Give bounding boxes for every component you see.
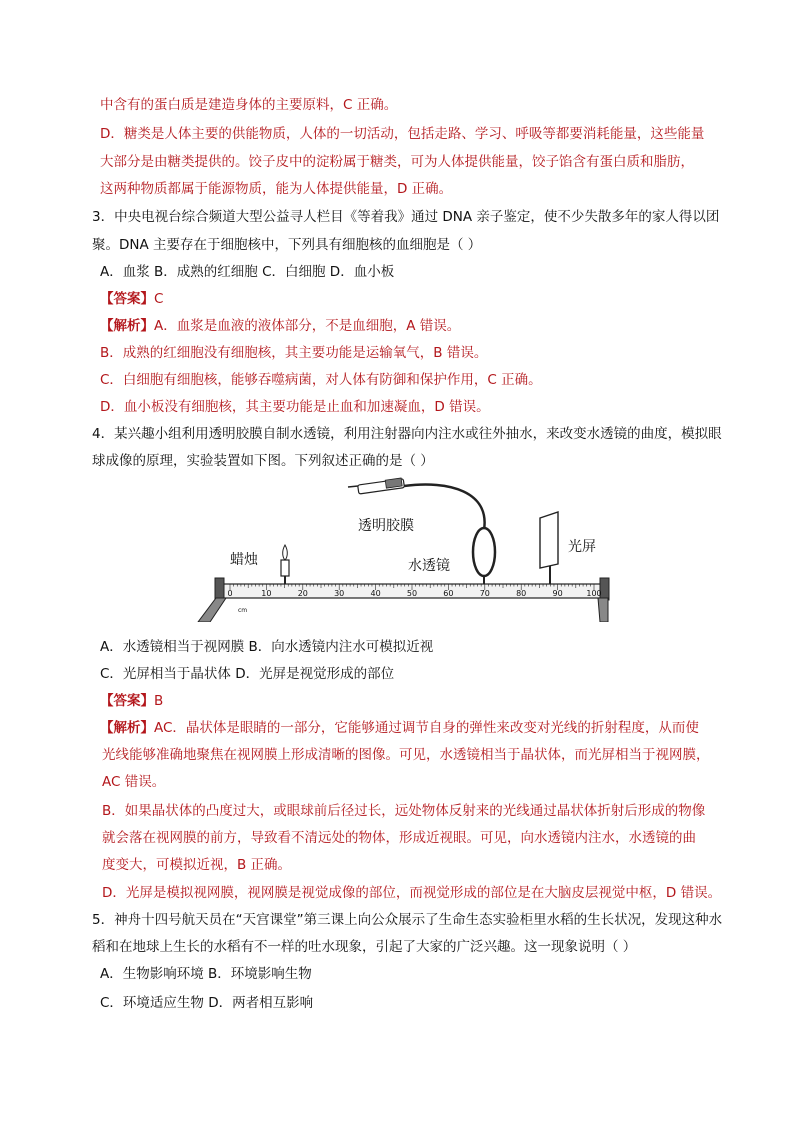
q4-analysis-line: 光线能够准确地聚焦在视网膜上形成清晰的图像。可见，水透镜相当于晶状体，而光屏相当于视网膜，	[102, 747, 710, 763]
scale-tick-label: 90	[552, 589, 563, 598]
answer-tag: 【答案】	[100, 693, 154, 709]
q5-stem: 稻和在地球上生长的水稻有不一样的吐水现象，引起了大家的广泛兴趣。这一现象说明（ ）	[92, 939, 637, 955]
scale-tick-label: 80	[516, 589, 527, 598]
answer-value: C	[154, 291, 164, 307]
q3-analysis	[100, 316, 460, 336]
scale-tick-label: 60	[443, 589, 454, 598]
q3-stem: 3．中央电视台综合频道大型公益寻人栏目《等着我》通过 DNA 亲子鉴定，使不少失散多年的家人得以团	[92, 209, 720, 225]
answer-value: B	[154, 693, 164, 709]
q2-text-line: 中含有的蛋白质是建造身体的主要原料，C 正确。	[100, 97, 398, 113]
q2-text-line: D．糖类是人体主要的供能物质，人体的一切活动，包括走路、学习、呼吸等都要消耗能量，这些能量	[100, 126, 705, 142]
q5-options: C．环境适应生物 D．两者相互影响	[100, 995, 314, 1011]
analysis-text: A．血浆是血液的液体部分，不是血细胞，A 错误。	[154, 318, 461, 334]
water-lens-apparatus-figure	[190, 472, 610, 622]
membrane-label: 透明胶膜	[358, 518, 414, 534]
lens-label: 水透镜	[408, 558, 450, 574]
syringe-icon	[348, 478, 404, 494]
q3-stem: 聚。DNA 主要存在于细胞核中，下列具有细胞核的血细胞是（ ）	[92, 237, 482, 253]
analysis-text: AC．晶状体是眼睛的一部分，它能够通过调节自身的弹性来改变对光线的折射程度，从而使	[154, 720, 699, 736]
q3-analysis-line: C．白细胞有细胞核，能够吞噬病菌，对人体有防御和保护作用，C 正确。	[100, 372, 542, 388]
q3-analysis-line: D．血小板没有细胞核，其主要功能是止血和加速凝血，D 错误。	[100, 399, 490, 415]
q5-options: A．生物影响环境 B．环境影响生物	[100, 966, 312, 982]
scale-tick-label: 30	[334, 589, 345, 598]
q4-options: C．光屏相当于晶状体 D．光屏是视觉形成的部位	[100, 666, 395, 682]
q3-options: A．血浆 B．成熟的红细胞 C．白细胞 D．血小板	[100, 264, 395, 280]
q4-analysis	[100, 718, 699, 738]
q4-stem: 球成像的原理，实验装置如下图。下列叙述正确的是（ ）	[92, 453, 434, 469]
q4-analysis-line: D．光屏是模拟视网膜，视网膜是视觉成像的部位，而视觉形成的部位是在大脑皮层视觉中枢，D 错误。	[102, 885, 722, 901]
q3-analysis-line: B．成熟的红细胞没有细胞核，其主要功能是运输氧气，B 错误。	[100, 345, 488, 361]
candle-icon	[281, 545, 289, 584]
scale-tick-label: 70	[479, 589, 490, 598]
analysis-tag: 【解析】	[100, 318, 154, 334]
q4-options: A．水透镜相当于视网膜 B．向水透镜内注水可模拟近视	[100, 639, 434, 655]
analysis-tag: 【解析】	[100, 720, 154, 736]
q4-analysis-line: 就会落在视网膜的前方，导致看不清远处的物体，形成近视眼。可见，向水透镜内注水，水透镜的曲	[102, 830, 696, 846]
q4-stem: 4．某兴趣小组利用透明胶膜自制水透镜，利用注射器向内注水或往外抽水，来改变水透镜的曲度，模拟眼	[92, 426, 722, 442]
q4-analysis-line: AC 错误。	[102, 774, 166, 790]
screen-label: 光屏	[568, 539, 596, 555]
scale-tick-label: 40	[370, 589, 381, 598]
scale-tick-label: 100	[586, 589, 602, 598]
scale-tick-label: 50	[406, 589, 418, 598]
answer-tag: 【答案】	[100, 291, 154, 307]
scale-tick-label: 10	[261, 589, 272, 598]
water-lens-icon	[473, 528, 495, 576]
q5-stem: 5．神舟十四号航天员在“天宫课堂”第三课上向公众展示了生命生态实验柜里水稻的生长状况，发现这种水	[92, 912, 723, 928]
scale-tick-label: 0	[227, 589, 233, 598]
q2-text-line: 这两种物质都属于能源物质，能为人体提供能量，D 正确。	[100, 181, 453, 197]
q4-analysis-line: 度变大，可模拟近视，B 正确。	[102, 857, 292, 873]
scale-tick-label: 20	[297, 589, 308, 598]
screen-icon	[540, 512, 558, 568]
q2-text-line: 大部分是由糖类提供的。饺子皮中的淀粉属于糖类，可为人体提供能量，饺子馅含有蛋白质和脂肪，	[100, 154, 694, 170]
q3-answer	[100, 289, 163, 309]
q4-answer	[100, 691, 163, 711]
candle-label: 蜡烛	[230, 552, 258, 568]
q4-analysis-line: B．如果晶状体的凸度过大，或眼球前后径过长，远处物体反射来的光线通过晶状体折射后形成的物像	[102, 803, 706, 819]
scale-unit-label: cm	[238, 607, 248, 614]
